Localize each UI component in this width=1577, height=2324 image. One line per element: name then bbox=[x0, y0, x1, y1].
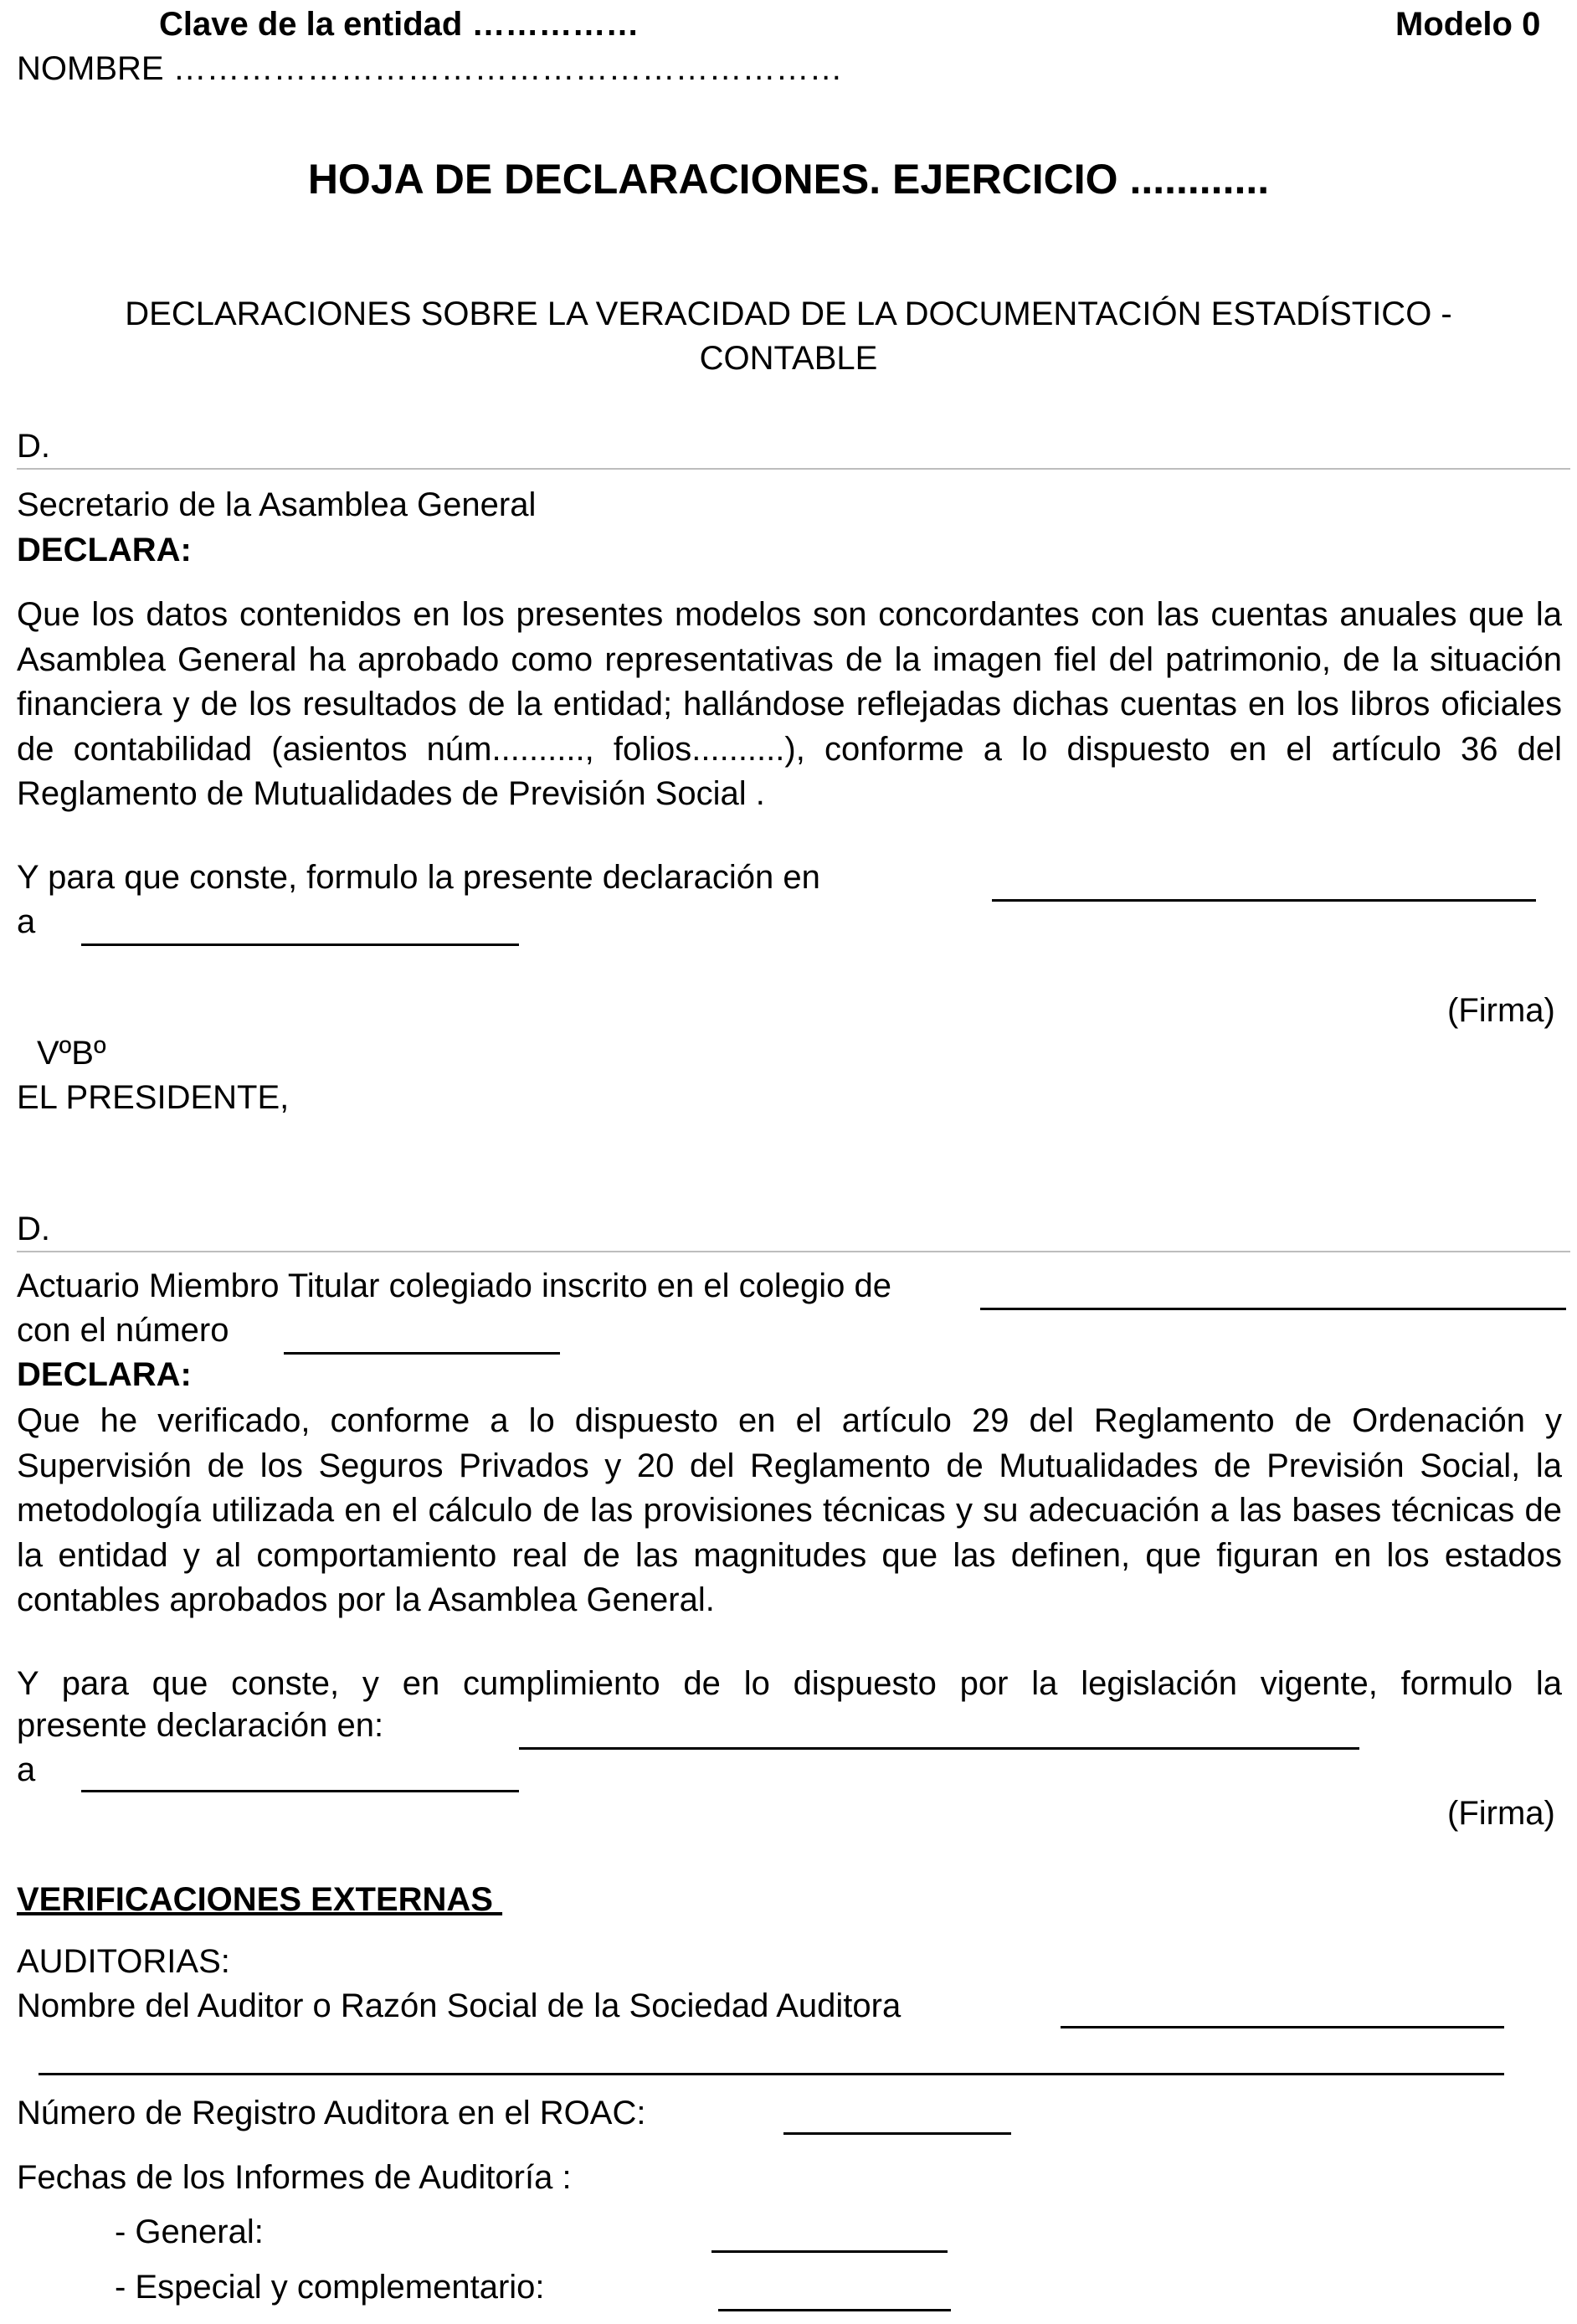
secretary-declara: DECLARA: bbox=[17, 532, 192, 568]
auditor-name-field[interactable] bbox=[1061, 2026, 1504, 2028]
model-label: Modelo 0 bbox=[1395, 6, 1541, 43]
actuary-college-field[interactable] bbox=[980, 1308, 1566, 1310]
actuary-role-line-2: con el número bbox=[17, 1312, 229, 1349]
special-report-label: - Especial y complementario: bbox=[115, 2269, 545, 2306]
actuary-role-line-1: Actuario Miembro Titular colegiado inscrito en el colegio de bbox=[17, 1267, 891, 1304]
subtitle-line-2: CONTABLE bbox=[699, 340, 878, 377]
auditor-name-label: Nombre del Auditor o Razón Social de la Sociedad Auditora bbox=[17, 1987, 902, 2024]
vobo-label: VºBº bbox=[37, 1035, 106, 1072]
actuary-d-label: D. bbox=[17, 1211, 50, 1247]
actuary-declara: DECLARA: bbox=[17, 1356, 192, 1393]
secretary-name-field[interactable] bbox=[17, 468, 1570, 470]
secretary-firma-label: (Firma) bbox=[1447, 992, 1555, 1029]
page-title: HOJA DE DECLARACIONES. EJERCICIO ............ bbox=[307, 156, 1270, 203]
actuary-place-text-line-1: Y para que conste, y en cumplimiento de lo dispuesto por la legislación vigente, formulo la bbox=[17, 1665, 1562, 1702]
name-label: NOMBRE …………………………………………………… bbox=[17, 50, 843, 87]
actuary-date-field[interactable] bbox=[81, 1790, 519, 1792]
actuary-firma-label: (Firma) bbox=[1447, 1795, 1555, 1832]
auditor-name-field-continued[interactable] bbox=[39, 2073, 1504, 2075]
actuary-declaration-body: Que he verificado, conforme a lo dispuesto en el artículo 29 del Reglamento de Ordenación y Supervisión de los Seguros Privados y 20 del Reglamento de Mutualidades de Previsión Social, la metodología utilizada en el cálculo de las provisiones técnicas y su adecuación a las bases técnicas de la entidad y al comportamiento real de las magnitudes que las definen, que figuran en los estados contables aprobados por la Asamblea General. bbox=[17, 1402, 1562, 1618]
subtitle-line-1: DECLARACIONES SOBRE LA VERACIDAD DE LA DOCUMENTACIÓN ESTADÍSTICO - bbox=[125, 296, 1452, 332]
secretary-date-field[interactable] bbox=[81, 943, 519, 946]
secretary-declaration-body: Que los datos contenidos en los presentes modelos son concordantes con las cuentas anuales que la Asamblea General ha aprobado como representativas de la imagen fiel del patrimonio, de la situación financiera y de los resultados de la entidad; hallándose reflejadas dichas cuentas en los libros oficiales de contabilidad (asientos núm.........., folios..........), conforme a lo dispuesto en el artículo 36 del Reglamento de Mutualidades de Previsión Social . bbox=[17, 596, 1562, 812]
secretary-place-text: Y para que conste, formulo la presente declaración en bbox=[17, 859, 820, 896]
actuary-a-label: a bbox=[17, 1751, 36, 1788]
secretary-place-field[interactable] bbox=[992, 899, 1536, 902]
special-report-date-field[interactable] bbox=[718, 2309, 951, 2311]
secretary-a-label: a bbox=[17, 903, 36, 940]
report-dates-label: Fechas de los Informes de Auditoría : bbox=[17, 2159, 572, 2196]
president-label: EL PRESIDENTE, bbox=[17, 1079, 290, 1116]
roac-label: Número de Registro Auditora en el ROAC: bbox=[17, 2095, 646, 2131]
actuary-place-text-line-2: presente declaración en: bbox=[17, 1707, 384, 1744]
general-report-label: - General: bbox=[115, 2213, 264, 2250]
secretary-d-label: D. bbox=[17, 428, 50, 465]
auditorias-label: AUDITORIAS: bbox=[17, 1943, 230, 1980]
secretary-role: Secretario de la Asamblea General bbox=[17, 486, 537, 523]
general-report-date-field[interactable] bbox=[711, 2250, 948, 2253]
entity-code-label: Clave de la entidad …………… bbox=[159, 6, 640, 43]
actuary-name-field[interactable] bbox=[17, 1251, 1570, 1252]
roac-field[interactable] bbox=[783, 2132, 1011, 2135]
actuary-place-field[interactable] bbox=[519, 1747, 1359, 1750]
external-verifications-heading: VERIFICACIONES EXTERNAS bbox=[17, 1881, 503, 1918]
actuary-number-field[interactable] bbox=[284, 1352, 560, 1355]
